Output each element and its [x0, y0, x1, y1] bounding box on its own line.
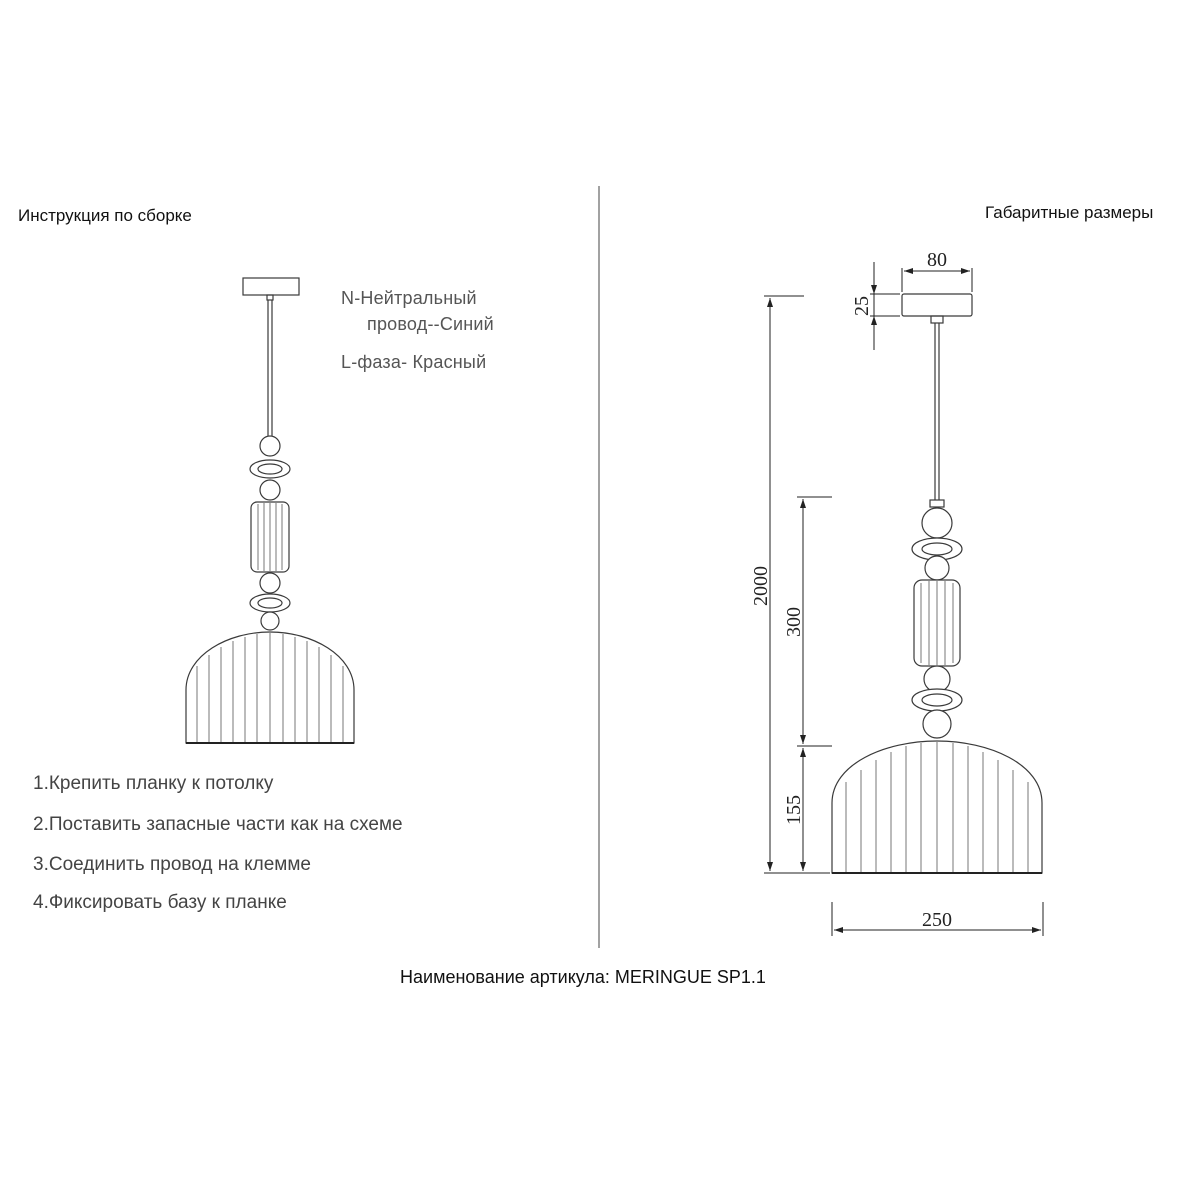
left-ball-bottom	[261, 612, 279, 630]
article-name: Наименование артикула: MERINGUE SP1.1	[400, 967, 766, 987]
step-3: 3.Соединить провод на клемме	[33, 854, 311, 875]
left-lamp-drawing	[186, 278, 354, 743]
right-ball-top	[922, 508, 952, 538]
left-canopy	[243, 278, 299, 295]
step-1: 1.Крепить планку к потолку	[33, 773, 274, 794]
step-2: 2.Поставить запасные части как на схеме	[33, 814, 403, 835]
left-ball-top	[260, 436, 280, 456]
dim-canopy-width: 80	[927, 249, 947, 271]
right-ball-upper	[925, 556, 949, 580]
right-canopy	[902, 294, 972, 316]
left-ring-upper	[250, 460, 290, 478]
left-ball-lower	[260, 573, 280, 593]
neutral-wire-label-line2: провод--Синий	[367, 314, 494, 334]
dim-total-height: 2000	[750, 566, 772, 606]
assembly-instructions-title: Инструкция по сборке	[18, 206, 192, 225]
right-ball-bottom	[923, 710, 951, 738]
dim-canopy-height: 25	[851, 296, 873, 316]
neutral-wire-label-line1: N-Нейтральный	[341, 288, 477, 308]
dim-decor-height: 300	[783, 607, 805, 637]
right-ball-lower	[924, 666, 950, 692]
step-4: 4.Фиксировать базу к планке	[33, 892, 287, 913]
left-ball-upper	[260, 480, 280, 500]
phase-wire-label: L-фаза- Красный	[341, 352, 487, 372]
right-ring-lower	[912, 689, 962, 711]
dim-shade-height: 155	[783, 795, 805, 825]
dim-shade-width: 250	[922, 909, 952, 931]
left-ring-lower	[250, 594, 290, 612]
right-lamp-drawing	[832, 294, 1042, 873]
dimensions-title: Габаритные размеры	[985, 203, 1154, 222]
